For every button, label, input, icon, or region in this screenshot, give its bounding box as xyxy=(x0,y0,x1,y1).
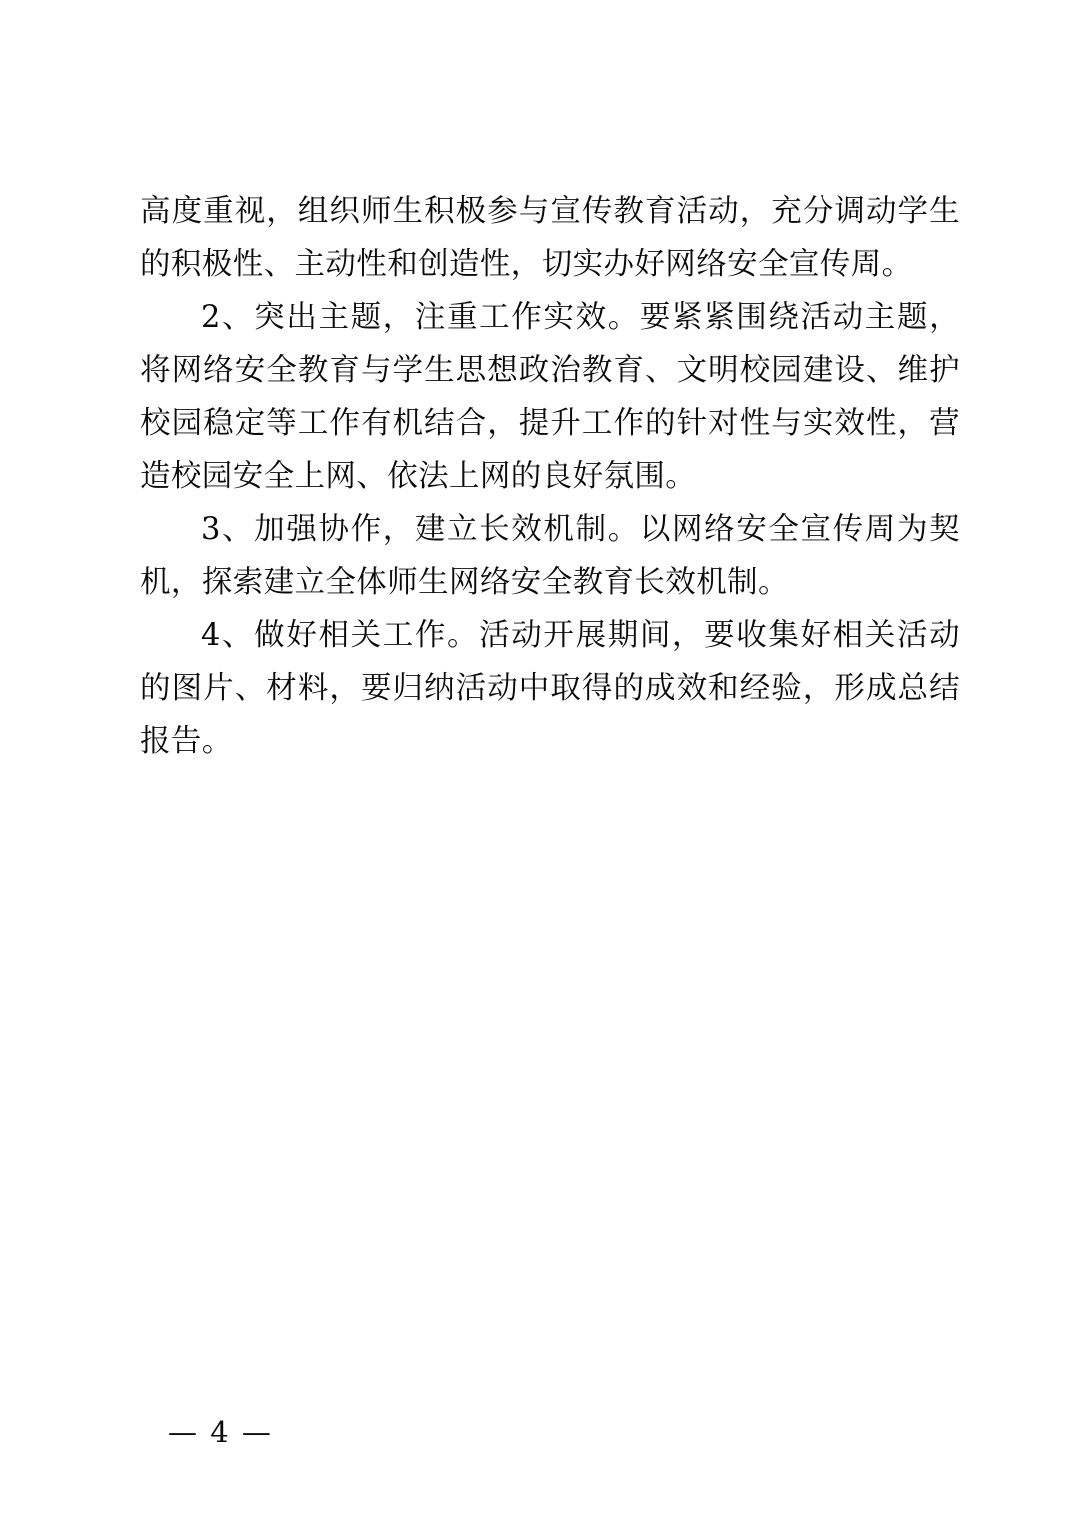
paragraph-continued: 高度重视，组织师生积极参与宣传教育活动，充分调动学生的积极性、主动性和创造性，切实办好网络安全宣传周。 xyxy=(140,194,960,282)
paragraph-item-2: 2、突出主题，注重工作实效。要紧紧围绕活动主题，将网络安全教育与学生思想政治教育、文明校园建设、维护校园稳定等工作有机结合，提升工作的针对性与实效性，营造校园安全上网、依法上网的良好氛围。 xyxy=(140,300,960,494)
paragraph-item-4: 4、做好相关工作。活动开展期间，要收集好相关活动的图片、材料，要归纳活动中取得的成效和经验，形成总结报告。 xyxy=(140,618,960,759)
document-body xyxy=(140,185,960,768)
paragraph-item-3: 3、加强协作，建立长效机制。以网络安全宣传周为契机，探索建立全体师生网络安全教育长效机制。 xyxy=(140,512,960,600)
page-number: — 4 — xyxy=(168,1415,273,1449)
